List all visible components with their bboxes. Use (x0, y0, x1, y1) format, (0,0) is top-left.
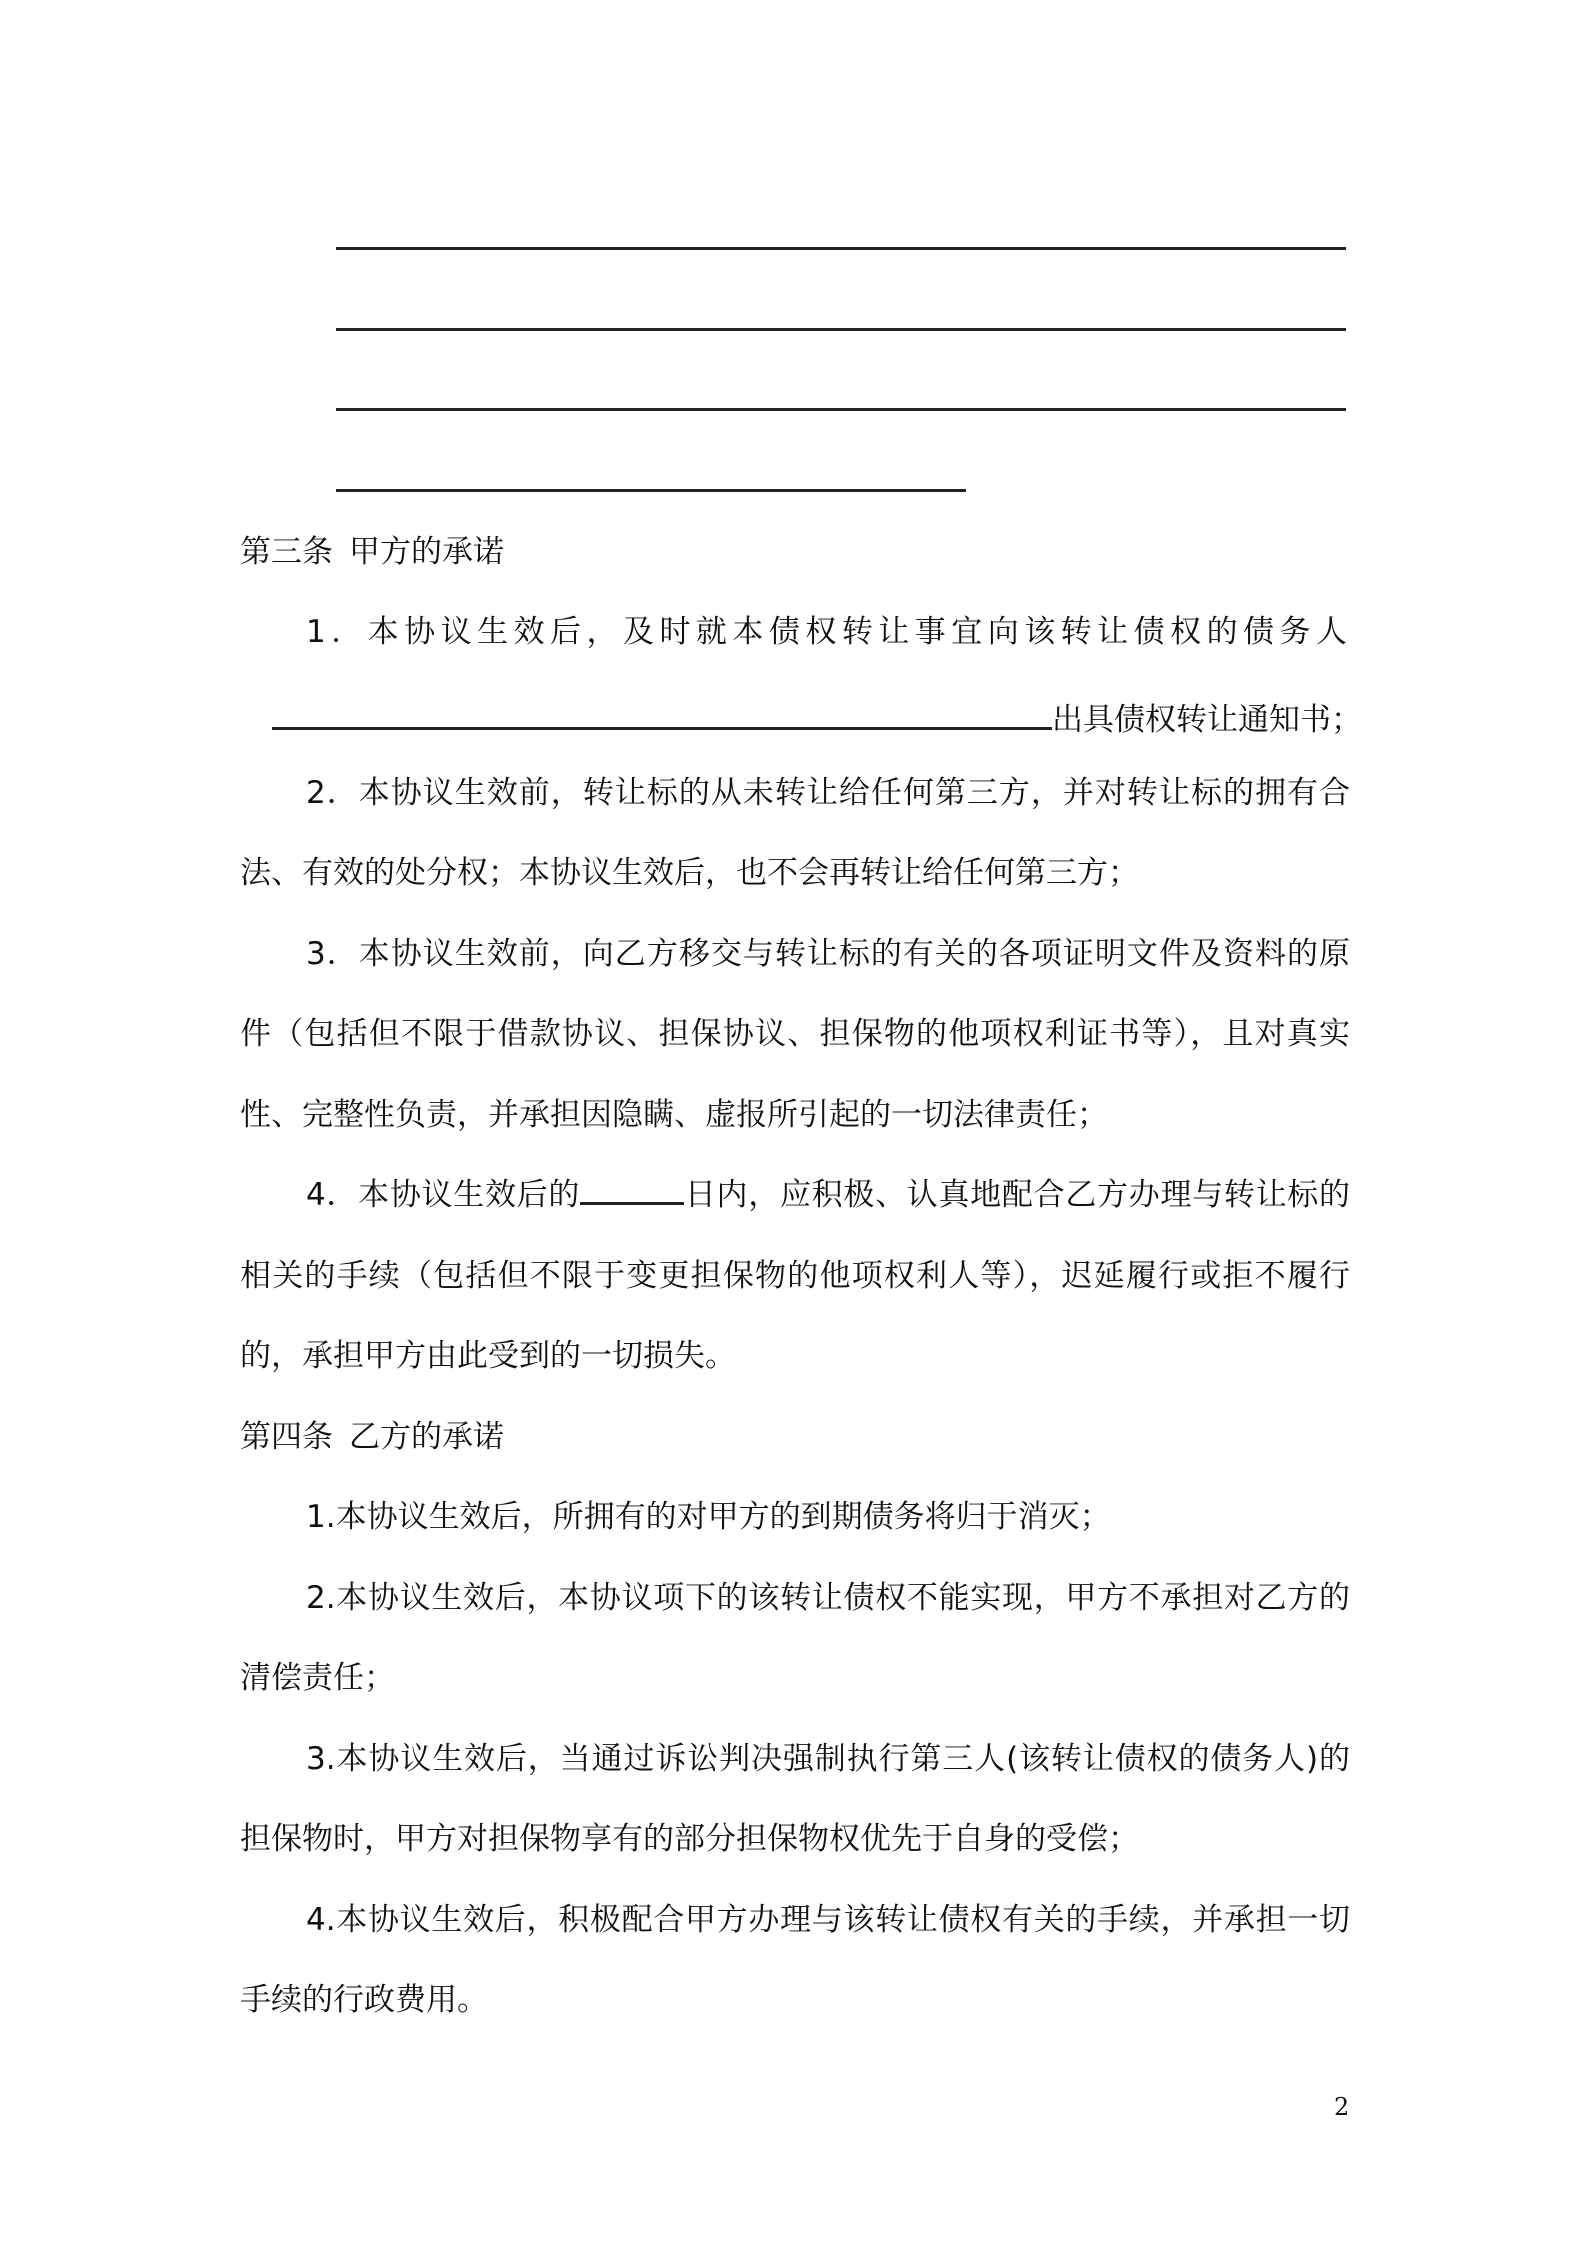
section-4-item-2-line-1: 2.本协议生效后，本协议项下的该转让债权不能实现，甲方不承担对乙方的 (306, 1580, 1350, 1616)
section-3-number: 第三条 (240, 534, 333, 570)
fill-in-line-2 (336, 328, 1346, 331)
debtor-name-blank (272, 727, 1052, 730)
fill-in-line-1 (336, 247, 1346, 250)
section-4-item-3-line-1: 3.本协议生效后，当通过诉讼判决强制执行第三人(该转让债权的债务人)的 (306, 1741, 1350, 1777)
section-3-title: 甲方的承诺 (349, 534, 504, 570)
section-4-item-3-line-2: 担保物时，甲方对担保物享有的部分担保物权优先于自身的受偿； (240, 1821, 1139, 1857)
section-3-item-3-line-3: 性、完整性负责，并承担因隐瞒、虚报所引起的一切法律责任； (240, 1097, 1108, 1133)
section-4-item-2-line-2: 清偿责任； (240, 1660, 395, 1696)
section-3-heading (240, 532, 504, 572)
fill-in-line-4 (336, 489, 966, 492)
section-4-item-1-line-1: 1.本协议生效后，所拥有的对甲方的到期债务将归于消灭； (306, 1499, 1111, 1535)
section-3-item-3-line-2: 件（包括但不限于借款协议、担保协议、担保物的他项权利证书等），且对真实 (240, 1016, 1350, 1052)
section-4-number: 第四条 (240, 1419, 333, 1455)
section-3-item-2-line-2: 法、有效的处分权；本协议生效后，也不会再转让给任何第三方； (240, 855, 1139, 891)
section-3-item-4-line-3: 的，承担甲方由此受到的一切损失。 (240, 1338, 736, 1374)
section-3-item-2-line-1: 2．本协议生效前，转让标的从未转让给任何第三方，并对转让标的拥有合 (306, 775, 1350, 811)
section-3-item-1-line-1: 1．本协议生效后，及时就本债权转让事宜向该转让债权的债务人 (306, 614, 1350, 650)
section-4-heading (240, 1417, 504, 1457)
page-number: 2 (1334, 2093, 1350, 2121)
section-4-title: 乙方的承诺 (349, 1419, 504, 1455)
section-4-item-4-line-1: 4.本协议生效后，积极配合甲方办理与该转让债权有关的手续，并承担一切 (306, 1902, 1350, 1938)
section-3-item-4-line-2: 相关的手续（包括但不限于变更担保物的他项权利人等），迟延履行或拒不履行 (240, 1258, 1350, 1294)
section-3-item-4-line-1: 4．本协议生效后的 日内，应积极、认真地配合乙方办理与转让标的 (306, 1177, 1350, 1213)
days-blank (580, 1202, 684, 1205)
fill-in-line-3 (336, 408, 1346, 411)
section-3-item-1-line-2: 出具债权转让通知书； (272, 700, 1352, 740)
section-4-item-4-line-2: 手续的行政费用。 (240, 1982, 488, 2018)
section-3-item-3-line-1: 3．本协议生效前，向乙方移交与转让标的有关的各项证明文件及资料的原 (306, 936, 1350, 972)
